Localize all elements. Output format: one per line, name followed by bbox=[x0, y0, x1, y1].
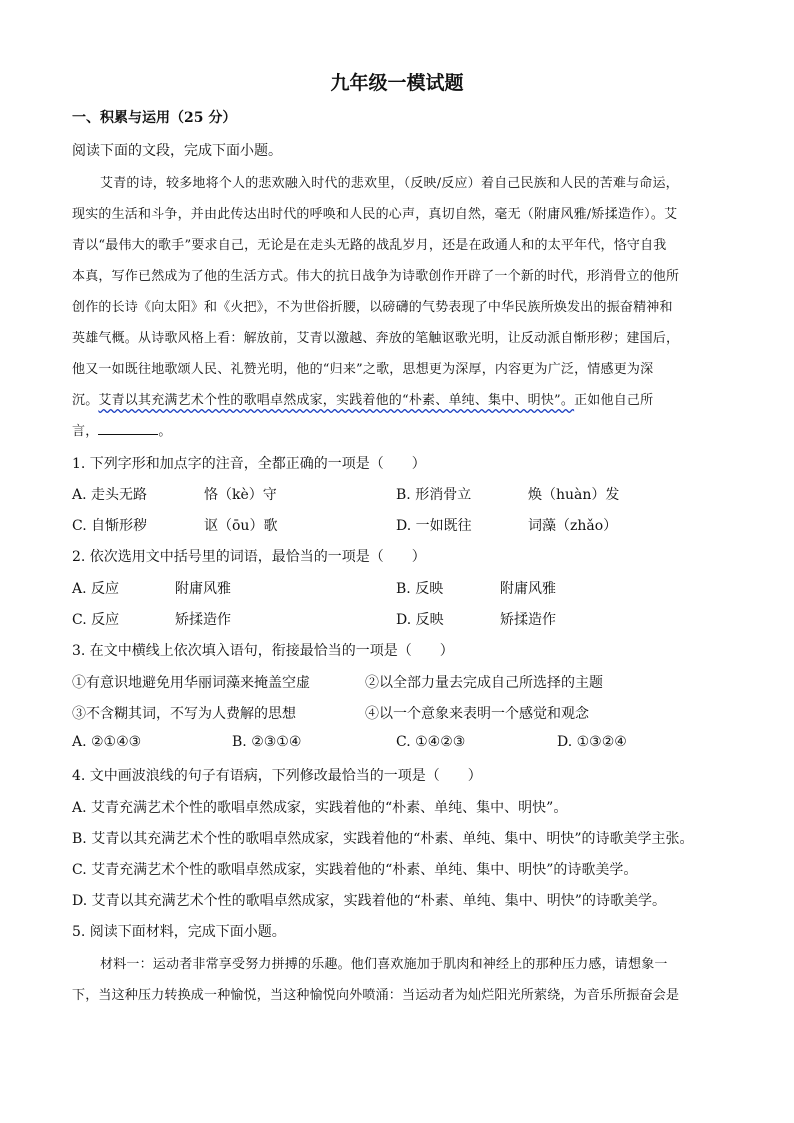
passage-line: 艾青的诗，较多地将个人的悲欢融入时代的悲欢里，（反映/反应）着自己民族和人民的苦难与命运， bbox=[100, 176, 679, 191]
passage-line: 现实的生活和斗争，并由此传达出时代的呼唤和人民的心声，真切自然，毫无（附庸风雅/矫揉造作）。艾 bbox=[72, 207, 678, 222]
option-c-detail: 矫揉造作 bbox=[175, 612, 231, 628]
sentence-4: ④以一个意象来表明一个感觉和观念 bbox=[365, 706, 589, 722]
passage-line: 英雄气概。从诗歌风格上看：解放前，艾青以激越、奔放的笔触讴歌光明，让反动派自惭形秽；建国后， bbox=[72, 331, 680, 346]
material-line: 下，当这种压力转换成一种愉悦，当这种愉悦向外喷涌：当运动者为灿烂阳光所萦绕，为音乐所振奋会是 bbox=[72, 988, 680, 1003]
option-a: A. 反应 bbox=[72, 581, 120, 597]
fill-in-blank bbox=[98, 422, 158, 435]
option-c: C. 反应 bbox=[72, 612, 120, 628]
option-b: B. 艾青以其充满艺术个性的歌唱卓然成家，实践着他的“朴素、单纯、集中、明快”的诗歌美学主张。 bbox=[72, 831, 694, 847]
option-d-detail: 词藻（zhǎo） bbox=[528, 518, 618, 534]
option-c: C. 艾青充满艺术个性的歌唱卓然成家，实践着他的“朴素、单纯、集中、明快”的诗歌美学。 bbox=[72, 862, 638, 878]
passage-line: 创作的长诗《向太阳》和《火把》，不为世俗折腰，以磅礴的气势表现了中华民族所焕发出的振奋精神和 bbox=[72, 300, 673, 315]
page-title: 九年级一模试题 bbox=[330, 72, 464, 94]
passage-line: 本真，写作已然成为了他的生活方式。伟大的抗日战争为诗歌创作开辟了一个新的时代，形消骨立的他所 bbox=[72, 269, 680, 284]
option-b: B. 反映 bbox=[396, 581, 444, 597]
question-4-stem: 4. 文中画波浪线的句子有语病，下列修改最恰当的一项是（ ） bbox=[72, 768, 482, 784]
option-c-detail: 讴（ōu）歌 bbox=[204, 518, 278, 534]
option-d: D. 一如既往 bbox=[396, 518, 472, 534]
passage-line bbox=[72, 389, 653, 408]
option-c: C. ①④②③ bbox=[396, 734, 466, 750]
material-line: 材料一：运动者非常享受努力拼搏的乐趣。他们喜欢施加于肌肉和神经上的那种压力感，请想象一 bbox=[100, 957, 668, 972]
passage-text: 正如他自己所 bbox=[574, 393, 654, 408]
option-b: B. ②③①④ bbox=[232, 734, 302, 750]
option-d: D. 艾青以其充满艺术个性的歌唱卓然成家，实践着他的“朴素、单纯、集中、明快”的诗歌美学。 bbox=[72, 893, 666, 909]
passage-text: 言， bbox=[72, 424, 99, 439]
passage-line bbox=[72, 420, 172, 439]
passage-text: 。 bbox=[158, 424, 172, 439]
option-c: C. 自惭形秽 bbox=[72, 518, 148, 534]
question-3-stem: 3. 在文中横线上依次填入语句，衔接最恰当的一项是（ ） bbox=[72, 643, 454, 659]
question-2-stem: 2. 依次选用文中括号里的词语，最恰当的一项是（ ） bbox=[72, 549, 426, 565]
reading-instruction: 阅读下面的文段，完成下面小题。 bbox=[72, 143, 282, 159]
option-b: B. 形消骨立 bbox=[396, 487, 472, 503]
option-a-detail: 附庸风雅 bbox=[175, 581, 231, 597]
option-d-detail: 矫揉造作 bbox=[500, 612, 556, 628]
sentence-2: ②以全部力量去完成自己所选择的主题 bbox=[365, 675, 603, 691]
option-b-detail: 附庸风雅 bbox=[500, 581, 556, 597]
passage-line: 他又一如既往地歌颂人民、礼赞光明，他的“归来”之歌，思想更为深厚，内容更为广泛，情感更为深 bbox=[72, 362, 654, 377]
option-b-detail: 焕（huàn）发 bbox=[528, 487, 620, 503]
sentence-1: ①有意识地避免用华丽词藻来掩盖空虚 bbox=[72, 675, 310, 691]
option-a: A. ②①④③ bbox=[72, 734, 142, 750]
option-a-detail: 恪（kè）守 bbox=[204, 487, 277, 503]
passage-line: 青以“最伟大的歌手”要求自己，无论是在走头无路的战乱岁月，还是在政通人和的太平年代，恪守自我 bbox=[72, 238, 667, 253]
question-1-stem: 1. 下列字形和加点字的注音，全都正确的一项是（ ） bbox=[72, 456, 426, 472]
option-a: A. 艾青充满艺术个性的歌唱卓然成家，实践着他的“朴素、单纯、集中、明快”。 bbox=[72, 800, 568, 816]
option-d: D. 反映 bbox=[396, 612, 444, 628]
option-d: D. ①③②④ bbox=[557, 734, 627, 750]
passage-text: 沉。 bbox=[72, 393, 99, 408]
option-a: A. 走头无路 bbox=[72, 487, 148, 503]
section-heading: 一、积累与运用（25 分） bbox=[72, 110, 237, 126]
wavy-underlined-sentence: 艾青以其充满艺术个性的歌唱卓然成家，实践着他的“朴素、单纯、集中、明快”。 bbox=[98, 393, 575, 408]
question-5-stem: 5. 阅读下面材料，完成下面小题。 bbox=[72, 924, 286, 940]
sentence-3: ③不含糊其词，不写为人费解的思想 bbox=[72, 706, 296, 722]
